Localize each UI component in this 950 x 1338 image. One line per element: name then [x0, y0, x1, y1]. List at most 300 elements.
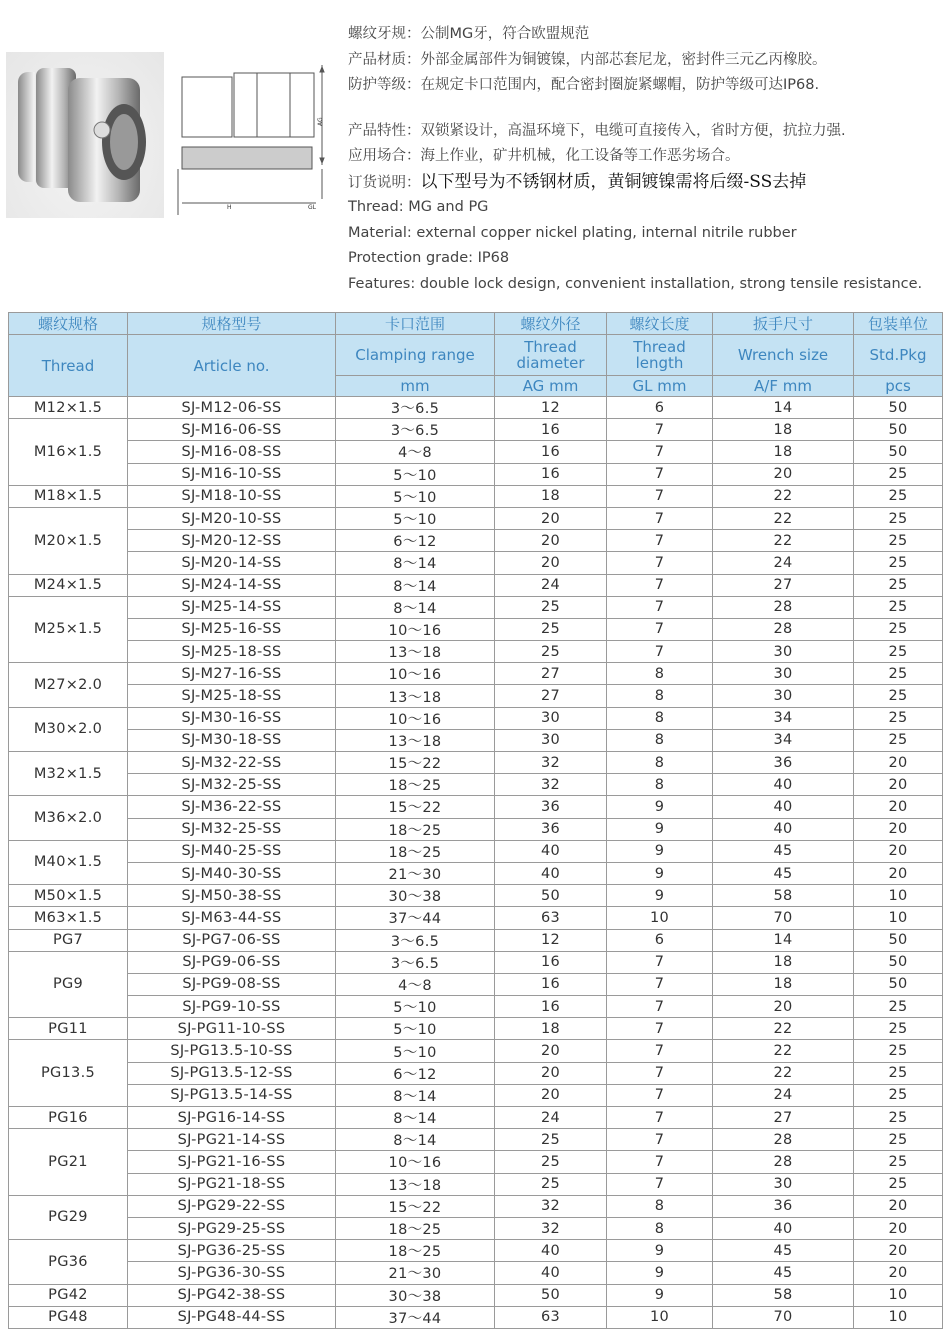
clamping-range: 30～38 — [336, 885, 495, 907]
thread-diameter: 20 — [495, 1040, 607, 1062]
article-no: SJ-PG13.5-10-SS — [128, 1040, 336, 1062]
clamping-range: 3～6.5 — [336, 951, 495, 973]
wrench-size: 34 — [713, 707, 854, 729]
thread-diameter: 30 — [495, 729, 607, 751]
thread-length: 6 — [607, 929, 713, 951]
thread-diameter: 16 — [495, 419, 607, 441]
header-unit: AG mm — [495, 376, 607, 397]
table-row — [9, 1129, 943, 1151]
article-no: SJ-M25-18-SS — [128, 685, 336, 707]
wrench-size: 30 — [713, 663, 854, 685]
thread-diameter: 16 — [495, 996, 607, 1018]
std-pkg: 25 — [854, 463, 943, 485]
spec-line — [348, 73, 948, 99]
clamping-range: 37～44 — [336, 907, 495, 929]
thread-diameter: 25 — [495, 618, 607, 640]
spec-line — [348, 246, 948, 272]
article-no: SJ-M25-14-SS — [128, 596, 336, 618]
std-pkg: 25 — [854, 1173, 943, 1195]
wrench-size: 22 — [713, 1062, 854, 1084]
thread-diameter: 20 — [495, 1062, 607, 1084]
spec-line — [348, 272, 948, 298]
article-no: SJ-M25-16-SS — [128, 618, 336, 640]
std-pkg: 50 — [854, 441, 943, 463]
spec-label: 螺纹牙规： — [348, 26, 421, 42]
thread-diameter: 16 — [495, 441, 607, 463]
header-cn: 规格型号 — [128, 313, 336, 335]
article-no: SJ-M16-06-SS — [128, 419, 336, 441]
thread-diameter: 25 — [495, 1151, 607, 1173]
thread-diameter: 27 — [495, 663, 607, 685]
thread-cell: M20×1.5 — [9, 507, 128, 574]
thread-diameter: 30 — [495, 707, 607, 729]
clamping-range: 13～18 — [336, 685, 495, 707]
std-pkg: 50 — [854, 397, 943, 419]
spec-text: Protection grade: IP68 — [348, 250, 510, 266]
spec-text: 公制MG牙，符合欧盟规范 — [420, 26, 590, 42]
spec-text: 以下型号为不锈钢材质，黄铜镀镍需将后缀-SS去掉 — [420, 171, 807, 192]
thread-length: 7 — [607, 1129, 713, 1151]
thread-diameter: 32 — [495, 1195, 607, 1217]
article-no: SJ-PG21-16-SS — [128, 1151, 336, 1173]
thread-diameter: 20 — [495, 530, 607, 552]
clamping-range: 8～14 — [336, 596, 495, 618]
thread-diameter: 32 — [495, 1217, 607, 1239]
std-pkg: 25 — [854, 1062, 943, 1084]
clamping-range: 8～14 — [336, 1129, 495, 1151]
thread-cell: M30×2.0 — [9, 707, 128, 751]
article-no: SJ-M18-10-SS — [128, 485, 336, 507]
std-pkg: 25 — [854, 507, 943, 529]
wrench-size: 27 — [713, 1107, 854, 1129]
wrench-size: 36 — [713, 1195, 854, 1217]
thread-cell: M16×1.5 — [9, 419, 128, 486]
article-no: SJ-PG11-10-SS — [128, 1018, 336, 1040]
std-pkg: 50 — [854, 419, 943, 441]
spec-label: 产品特性： — [348, 122, 421, 139]
article-no: SJ-PG16-14-SS — [128, 1107, 336, 1129]
spec-text: Features: double lock design, convenient installation, strong tensile resistance. — [348, 275, 923, 292]
std-pkg: 50 — [854, 951, 943, 973]
thread-length: 7 — [607, 1084, 713, 1106]
clamping-range: 10～16 — [336, 707, 495, 729]
header-en: Clamping range — [336, 335, 495, 376]
clamping-range: 18～25 — [336, 774, 495, 796]
table-row — [9, 885, 943, 907]
thread-length: 7 — [607, 1173, 713, 1195]
thread-cell: PG7 — [9, 929, 128, 951]
table-row — [9, 796, 943, 818]
thread-length: 10 — [607, 907, 713, 929]
thread-diameter: 40 — [495, 1240, 607, 1262]
wrench-size: 45 — [713, 1262, 854, 1284]
std-pkg: 10 — [854, 907, 943, 929]
thread-length: 7 — [607, 1062, 713, 1084]
spec-text: 海上作业，矿井机械，化工设备等工作恶劣场合。 — [420, 148, 740, 164]
article-no: SJ-M25-18-SS — [128, 641, 336, 663]
article-no: SJ-M30-18-SS — [128, 729, 336, 751]
std-pkg: 20 — [854, 752, 943, 774]
clamping-range: 18～25 — [336, 840, 495, 862]
spec-text: Material: external copper nickel plating, internal nitrile rubber — [348, 224, 797, 241]
thread-diameter: 18 — [495, 485, 607, 507]
header-cn: 螺纹外径 — [495, 313, 607, 335]
wrench-size: 30 — [713, 1173, 854, 1195]
thread-cell: PG11 — [9, 1018, 128, 1040]
std-pkg: 20 — [854, 840, 943, 862]
wrench-size: 40 — [713, 796, 854, 818]
thread-length: 9 — [607, 885, 713, 907]
wrench-size: 20 — [713, 996, 854, 1018]
table-row — [9, 951, 943, 973]
spec-text: 在规定卡口范围内，配合密封圈旋紧螺帽，防护等级可达IP68. — [420, 77, 820, 93]
thread-diameter: 16 — [495, 951, 607, 973]
spec-text: 外部金属部件为铜镀镍，内部芯套尼龙，密封件三元乙丙橡胶。 — [420, 51, 827, 68]
table-row — [9, 618, 943, 640]
std-pkg: 10 — [854, 1306, 943, 1328]
thread-length: 8 — [607, 774, 713, 796]
header-unit: A/F mm — [713, 376, 854, 397]
header-cn: 螺纹长度 — [607, 313, 713, 335]
std-pkg: 25 — [854, 574, 943, 596]
thread-diameter: 50 — [495, 885, 607, 907]
thread-length: 7 — [607, 1151, 713, 1173]
article-no: SJ-M32-22-SS — [128, 752, 336, 774]
article-no: SJ-PG42-38-SS — [128, 1284, 336, 1306]
wrench-size: 40 — [713, 818, 854, 840]
thread-diameter: 12 — [495, 397, 607, 419]
clamping-range: 5～10 — [336, 463, 495, 485]
article-no: SJ-PG29-25-SS — [128, 1217, 336, 1239]
clamping-range: 5～10 — [336, 996, 495, 1018]
thread-diameter: 20 — [495, 1084, 607, 1106]
article-no: SJ-PG13.5-14-SS — [128, 1084, 336, 1106]
wrench-size: 22 — [713, 1018, 854, 1040]
wrench-size: 58 — [713, 1284, 854, 1306]
article-no: SJ-M20-12-SS — [128, 530, 336, 552]
table-row — [9, 729, 943, 751]
header-unit: GL mm — [607, 376, 713, 397]
article-no: SJ-PG13.5-12-SS — [128, 1062, 336, 1084]
spec-line — [348, 119, 948, 145]
article-no: SJ-M16-08-SS — [128, 441, 336, 463]
clamping-range: 10～16 — [336, 618, 495, 640]
wrench-size: 28 — [713, 618, 854, 640]
thread-cell: M40×1.5 — [9, 840, 128, 884]
wrench-size: 14 — [713, 397, 854, 419]
std-pkg: 25 — [854, 485, 943, 507]
std-pkg: 25 — [854, 1107, 943, 1129]
thread-cell: PG21 — [9, 1129, 128, 1196]
wrench-size: 45 — [713, 1240, 854, 1262]
thread-diameter: 25 — [495, 641, 607, 663]
wrench-size: 14 — [713, 929, 854, 951]
thread-length: 8 — [607, 663, 713, 685]
wrench-size: 18 — [713, 441, 854, 463]
clamping-range: 10～16 — [336, 1151, 495, 1173]
clamping-range: 30～38 — [336, 1284, 495, 1306]
clamping-range: 18～25 — [336, 818, 495, 840]
wrench-size: 30 — [713, 685, 854, 707]
wrench-size: 18 — [713, 419, 854, 441]
thread-length: 7 — [607, 485, 713, 507]
article-no: SJ-M36-22-SS — [128, 796, 336, 818]
thread-length: 9 — [607, 1262, 713, 1284]
thread-cell: PG42 — [9, 1284, 128, 1306]
spec-line — [348, 22, 948, 48]
thread-cell: PG29 — [9, 1195, 128, 1239]
thread-length: 8 — [607, 685, 713, 707]
table-row — [9, 463, 943, 485]
clamping-range: 8～14 — [336, 574, 495, 596]
std-pkg: 10 — [854, 885, 943, 907]
thread-length: 7 — [607, 996, 713, 1018]
clamping-range: 37～44 — [336, 1306, 495, 1328]
table-row — [9, 1107, 943, 1129]
table-row — [9, 707, 943, 729]
wrench-size: 36 — [713, 752, 854, 774]
wrench-size: 28 — [713, 1151, 854, 1173]
thread-length: 7 — [607, 530, 713, 552]
table-row — [9, 929, 943, 951]
table-row — [9, 840, 943, 862]
std-pkg: 25 — [854, 530, 943, 552]
wrench-size: 27 — [713, 574, 854, 596]
thread-length: 9 — [607, 818, 713, 840]
std-pkg: 25 — [854, 618, 943, 640]
thread-diameter: 40 — [495, 862, 607, 884]
spec-label: 防护等级： — [348, 77, 421, 93]
article-no: SJ-M20-10-SS — [128, 507, 336, 529]
thread-length: 7 — [607, 552, 713, 574]
thread-length: 9 — [607, 862, 713, 884]
spec-notes — [348, 22, 948, 297]
article-no: SJ-M63-44-SS — [128, 907, 336, 929]
table-row — [9, 1173, 943, 1195]
table-row — [9, 507, 943, 529]
diagram-label-ag: AG — [317, 117, 324, 126]
thread-cell: PG48 — [9, 1306, 128, 1328]
article-no: SJ-M32-25-SS — [128, 818, 336, 840]
thread-cell: PG13.5 — [9, 1040, 128, 1107]
thread-cell: PG16 — [9, 1107, 128, 1129]
spec-table — [8, 312, 943, 1329]
table-row — [9, 774, 943, 796]
thread-cell: M27×2.0 — [9, 663, 128, 707]
table-row — [9, 1240, 943, 1262]
article-no: SJ-PG21-18-SS — [128, 1173, 336, 1195]
std-pkg: 20 — [854, 1240, 943, 1262]
std-pkg: 25 — [854, 1151, 943, 1173]
thread-length: 7 — [607, 596, 713, 618]
header-cn: 螺纹规格 — [9, 313, 128, 335]
article-no: SJ-PG36-25-SS — [128, 1240, 336, 1262]
clamping-range: 6～12 — [336, 530, 495, 552]
wrench-size: 70 — [713, 907, 854, 929]
spec-text: Thread: MG and PG — [348, 199, 489, 215]
spec-line — [348, 221, 948, 247]
article-no: SJ-M20-14-SS — [128, 552, 336, 574]
thread-length: 7 — [607, 1018, 713, 1040]
thread-diameter: 63 — [495, 907, 607, 929]
thread-length: 8 — [607, 707, 713, 729]
wrench-size: 70 — [713, 1306, 854, 1328]
table-row — [9, 1151, 943, 1173]
std-pkg: 25 — [854, 663, 943, 685]
std-pkg: 25 — [854, 1084, 943, 1106]
thread-diameter: 12 — [495, 929, 607, 951]
thread-cell: M24×1.5 — [9, 574, 128, 596]
spec-label: 订货说明： — [348, 174, 421, 191]
std-pkg: 20 — [854, 862, 943, 884]
std-pkg: 10 — [854, 1284, 943, 1306]
thread-diameter: 32 — [495, 774, 607, 796]
article-no: SJ-M16-10-SS — [128, 463, 336, 485]
thread-cell: PG9 — [9, 951, 128, 1018]
std-pkg: 25 — [854, 707, 943, 729]
table-row — [9, 1040, 943, 1062]
article-no: SJ-M27-16-SS — [128, 663, 336, 685]
header-cn: 包装单位 — [854, 313, 943, 335]
thread-length: 8 — [607, 752, 713, 774]
article-no: SJ-PG9-06-SS — [128, 951, 336, 973]
std-pkg: 25 — [854, 1129, 943, 1151]
std-pkg: 20 — [854, 1262, 943, 1284]
std-pkg: 25 — [854, 596, 943, 618]
article-no: SJ-PG9-08-SS — [128, 973, 336, 995]
spec-line — [348, 144, 948, 170]
product-photo — [6, 52, 164, 218]
wrench-size: 24 — [713, 552, 854, 574]
clamping-range: 18～25 — [336, 1217, 495, 1239]
thread-cell: M12×1.5 — [9, 397, 128, 419]
std-pkg: 25 — [854, 1018, 943, 1040]
spec-line — [348, 48, 948, 74]
table-row — [9, 996, 943, 1018]
thread-diameter: 24 — [495, 574, 607, 596]
thread-length: 7 — [607, 641, 713, 663]
clamping-range: 5～10 — [336, 507, 495, 529]
table-row — [9, 552, 943, 574]
clamping-range: 4～8 — [336, 973, 495, 995]
table-row — [9, 1018, 943, 1040]
table-row — [9, 596, 943, 618]
std-pkg: 20 — [854, 1217, 943, 1239]
article-no: SJ-M24-14-SS — [128, 574, 336, 596]
std-pkg: 50 — [854, 929, 943, 951]
thread-length: 9 — [607, 796, 713, 818]
std-pkg: 20 — [854, 1195, 943, 1217]
clamping-range: 10～16 — [336, 663, 495, 685]
clamping-range: 15～22 — [336, 752, 495, 774]
article-no: SJ-M30-16-SS — [128, 707, 336, 729]
thread-diameter: 25 — [495, 1173, 607, 1195]
clamping-range: 15～22 — [336, 796, 495, 818]
wrench-size: 40 — [713, 1217, 854, 1239]
clamping-range: 21～30 — [336, 862, 495, 884]
header-en: Article no. — [128, 335, 336, 397]
wrench-size: 28 — [713, 1129, 854, 1151]
table-row — [9, 441, 943, 463]
header-unit: pcs — [854, 376, 943, 397]
thread-diameter: 40 — [495, 840, 607, 862]
thread-diameter: 32 — [495, 752, 607, 774]
table-row — [9, 1306, 943, 1328]
thread-cell: M18×1.5 — [9, 485, 128, 507]
thread-diameter: 27 — [495, 685, 607, 707]
thread-length: 8 — [607, 1195, 713, 1217]
thread-diameter: 40 — [495, 1262, 607, 1284]
thread-length: 7 — [607, 973, 713, 995]
table-row — [9, 752, 943, 774]
table-row — [9, 1262, 943, 1284]
std-pkg: 50 — [854, 973, 943, 995]
clamping-range: 13～18 — [336, 729, 495, 751]
table-row — [9, 973, 943, 995]
table-row — [9, 641, 943, 663]
thread-length: 7 — [607, 951, 713, 973]
wrench-size: 34 — [713, 729, 854, 751]
table-row — [9, 419, 943, 441]
std-pkg: 25 — [854, 641, 943, 663]
table-row — [9, 1062, 943, 1084]
thread-length: 7 — [607, 419, 713, 441]
wrench-size: 22 — [713, 485, 854, 507]
table-row — [9, 1084, 943, 1106]
header-en: Wrench size — [713, 335, 854, 376]
table-row — [9, 685, 943, 707]
spec-line — [348, 195, 948, 221]
wrench-size: 22 — [713, 530, 854, 552]
thread-length: 8 — [607, 1217, 713, 1239]
thread-diameter: 36 — [495, 796, 607, 818]
article-no: SJ-PG9-10-SS — [128, 996, 336, 1018]
article-no: SJ-PG21-14-SS — [128, 1129, 336, 1151]
clamping-range: 21～30 — [336, 1262, 495, 1284]
thread-length: 6 — [607, 397, 713, 419]
thread-length: 9 — [607, 840, 713, 862]
thread-length: 7 — [607, 441, 713, 463]
thread-length: 7 — [607, 618, 713, 640]
thread-diameter: 18 — [495, 1018, 607, 1040]
diagram-label-h: H — [227, 204, 232, 211]
wrench-size: 18 — [713, 951, 854, 973]
table-row — [9, 907, 943, 929]
clamping-range: 8～14 — [336, 1084, 495, 1106]
table-row — [9, 1284, 943, 1306]
wrench-size: 45 — [713, 862, 854, 884]
clamping-range: 3～6.5 — [336, 419, 495, 441]
header-en: Thread length — [607, 335, 713, 376]
article-no: SJ-M40-30-SS — [128, 862, 336, 884]
thread-diameter: 16 — [495, 463, 607, 485]
thread-diameter: 25 — [495, 596, 607, 618]
thread-length: 9 — [607, 1240, 713, 1262]
clamping-range: 8～14 — [336, 1107, 495, 1129]
spec-label: 产品材质： — [348, 51, 421, 68]
thread-diameter: 20 — [495, 552, 607, 574]
table-row — [9, 1195, 943, 1217]
article-no: SJ-M32-25-SS — [128, 774, 336, 796]
wrench-size: 58 — [713, 885, 854, 907]
thread-diameter: 36 — [495, 818, 607, 840]
std-pkg: 25 — [854, 729, 943, 751]
clamping-range: 6～12 — [336, 1062, 495, 1084]
article-no: SJ-PG29-22-SS — [128, 1195, 336, 1217]
thread-diameter: 16 — [495, 973, 607, 995]
header-en: Thread — [9, 335, 128, 397]
wrench-size: 22 — [713, 507, 854, 529]
